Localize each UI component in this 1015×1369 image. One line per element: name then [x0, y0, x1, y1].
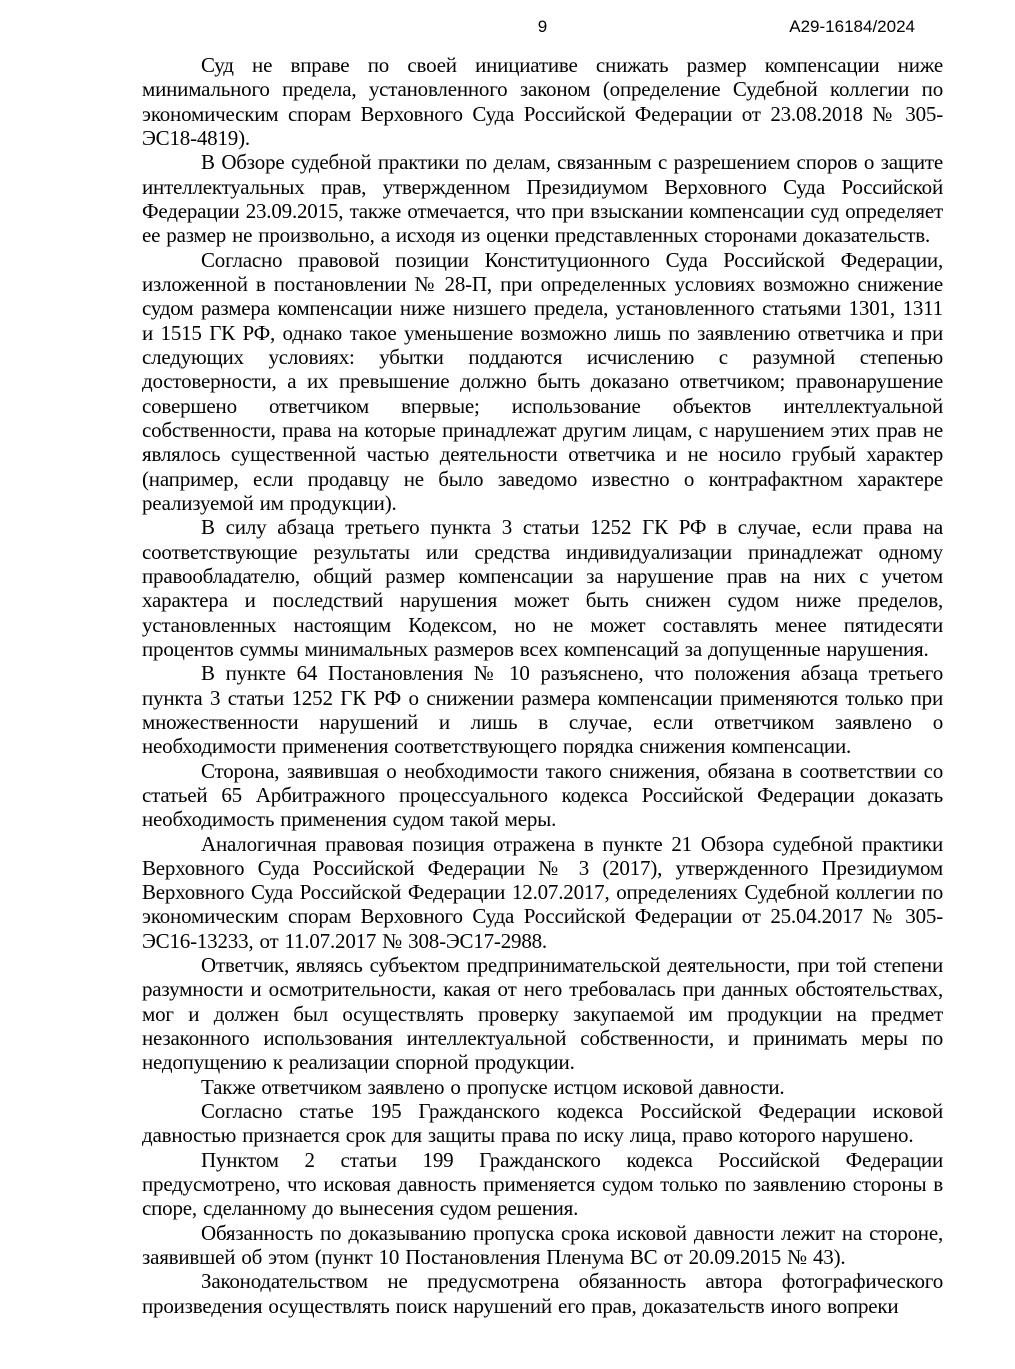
page-header [142, 18, 943, 38]
paragraph: Пунктом 2 статьи 199 Гражданского кодекса Российской Федерации предусмотрено, что исковая давность применяется судом только по заявлению стороны в споре, сделанному до вынесения судом решения. [142, 1147, 943, 1221]
paragraph: В пункте 64 Постановления № 10 разъяснено, что положения абзаца третьего пункта 3 статьи 1252 ГК РФ о снижении размера компенсации применяются только при множественности нарушений и лишь в случае, если ответчиком заявлено о необходимости применения соответствующего порядка снижения компенсации. [142, 661, 943, 759]
paragraph: В Обзоре судебной практики по делам, связанным с разрешением споров о защите интеллектуальных прав, утвержденном Президиумом Верховного Суда Российской Федерации 23.09.2015, также отмечается, что при взыскании компенсации суд определяет ее размер не произвольно, а исходя из оценки представленных сторонами доказательств. [142, 150, 943, 248]
paragraph: Согласно правовой позиции Конституционного Суда Российской Федерации, изложенной в постановлении № 28-П, при определенных условиях возможно снижение судом размера компенсации ниже низшего предела, установленного статьями 1301, 1311 и 1515 ГК РФ, однако такое уменьшение возможно лишь по заявлению ответчика и при следующих условиях: убытки поддаются исчислению с разумной степенью достоверности, а их превышение должно быть доказано ответчиком; правонарушение совершено ответчиком впервые; использование объектов интеллектуальной собственности, права на которые принадлежат другим лицам, с нарушением этих прав не являлось существенной частью деятельности ответчика и не носило грубый характер (например, если продавцу не было заведомо известно о контрафактном характере реализуемой им продукции). [142, 247, 943, 515]
paragraph: Обязанность по доказыванию пропуска срока исковой давности лежит на стороне, заявившей об этом (пункт 10 Постановления Пленума ВС от 20.09.2015 № 43). [142, 1220, 943, 1270]
page-number: 9 [537, 17, 548, 36]
paragraph: Законодательством не предусмотрена обязанность автора фотографического произведения осуществлять поиск нарушений его прав, доказательств иного вопреки [142, 1269, 943, 1318]
paragraph: Суд не вправе по своей инициативе снижать размер компенсации ниже минимального предела, установленного законом (определение Судебной коллегии по экономическим спорам Верховного Суда Российской Федерации от 23.08.2018 № 305-ЭС18-4819). [142, 53, 943, 150]
paragraph: В силу абзаца третьего пункта 3 статьи 1252 ГК РФ в случае, если права на соответствующие результаты или средства индивидуализации принадлежат одному правообладателю, общий размер компенсации за нарушение прав на них с учетом характера и последствий нарушения может быть снижен судом ниже пределов, установленных настоящим Кодексом, но не может составлять менее пятидесяти процентов суммы минимальных размеров всех компенсаций за допущенные нарушения. [142, 515, 943, 661]
paragraph: Аналогичная правовая позиция отражена в пункте 21 Обзора судебной практики Верховного Суда Российской Федерации № 3 (2017), утвержденного Президиумом Верховного Суда Российской Федерации 12.07.2017, определениях Судебной коллегии по экономическим спорам Верховного Суда Российской Федерации от 25.04.2017 № 305-ЭС16-13233, от 11.07.2017 № 308-ЭС17-2988. [142, 831, 943, 953]
paragraph: Сторона, заявившая о необходимости такого снижения, обязана в соответствии со статьей 65 Арбитражного процессуального кодекса Российской Федерации доказать необходимость применения судом такой меры. [142, 758, 943, 832]
paragraph: Ответчик, являясь субъектом предпринимательской деятельности, при той степени разумности и осмотрительности, какая от него требовалась при данных обстоятельствах, мог и должен был осуществлять проверку закупаемой им продукции на предмет незаконного использования интеллектуальной собственности, и принимать меры по недопущению к реализации спорной продукции. [142, 953, 943, 1075]
document-body [142, 53, 943, 1318]
paragraph: Также ответчиком заявлено о пропуске истцом исковой давности. [201, 1074, 785, 1099]
paragraph: Согласно статье 195 Гражданского кодекса Российской Федерации исковой давностью признается срок для защиты права по иску лица, право которого нарушено. [142, 1099, 943, 1148]
case-number: А29-16184/2024 [789, 17, 915, 36]
